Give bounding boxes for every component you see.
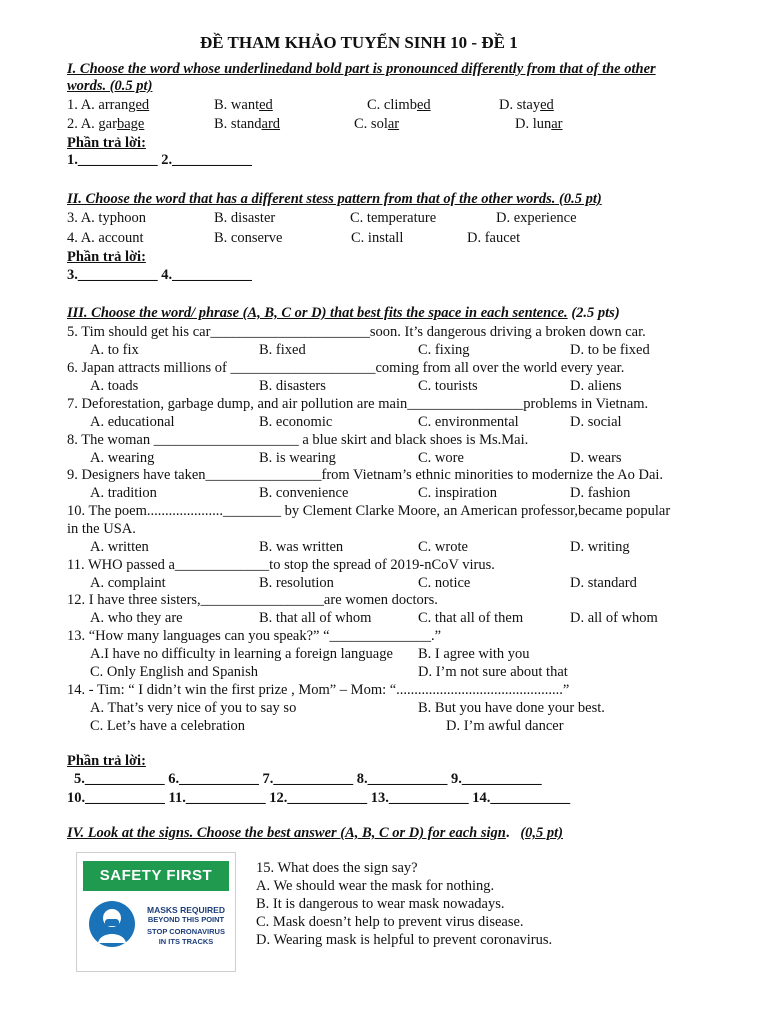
q11-option-c: C. notice xyxy=(418,575,471,591)
q6-option-c: C. tourists xyxy=(418,378,478,394)
q11-option-b: B. resolution xyxy=(259,575,334,591)
q15-option-b: B. It is dangerous to wear mask nowadays. xyxy=(256,896,505,912)
q10-option-a: A. written xyxy=(90,539,149,555)
section-1-heading: I. Choose the word whose underlinedand bold part is pronounced differently from that of the other xyxy=(67,61,656,77)
q15-option-d: D. Wearing mask is helpful to prevent coronavirus. xyxy=(256,932,553,948)
q12-option-c: C. that all of them xyxy=(418,610,524,626)
q2-option-d: D. lunar xyxy=(515,116,563,132)
section-1-heading-cont: words. (0.5 pt) xyxy=(67,78,153,94)
q6-option-b: B. disasters xyxy=(259,378,326,394)
q4-option-d: D. faucet xyxy=(467,230,521,246)
sign-line-2: BEYOND THIS POINT xyxy=(147,915,225,924)
q7-stem: 7. Deforestation, garbage dump, and air pollution are main________________problems in Vietnam. xyxy=(67,396,649,412)
q6-stem: 6. Japan attracts millions of ____________________coming from all over the world every year. xyxy=(67,360,625,376)
q15-stem: 15. What does the sign say? xyxy=(256,860,418,876)
q13-option-d: D. I’m not sure about that xyxy=(418,664,568,680)
q4-option-b: B. conserve xyxy=(214,230,283,246)
q9-option-c: C. inspiration xyxy=(418,485,497,501)
q15-option-c: C. Mask doesn’t help to prevent virus disease. xyxy=(256,914,524,930)
q10-stem-cont: in the USA. xyxy=(67,521,136,537)
answer-blanks-1: 1.___________ 2.___________ xyxy=(67,152,252,168)
q13-option-c: C. Only English and Spanish xyxy=(90,664,258,680)
q3-option-a: 3. A. typhoon xyxy=(67,210,146,226)
q13-stem: 13. “How many languages can you speak?” “______________.” xyxy=(67,628,442,644)
q1-option-c: C. climbed xyxy=(367,97,431,113)
q15-option-a: A. We should wear the mask for nothing. xyxy=(256,878,495,894)
q11-option-a: A. complaint xyxy=(90,575,166,591)
q11-option-d: D. standard xyxy=(570,575,637,591)
q1-option-a: 1. A. arranged xyxy=(67,97,150,113)
q10-option-c: C. wrote xyxy=(418,539,468,555)
q10-option-b: B. was written xyxy=(259,539,344,555)
q4-option-c: C. install xyxy=(351,230,404,246)
answer-blanks-2: 3.___________ 4.___________ xyxy=(67,267,252,283)
q7-option-b: B. economic xyxy=(259,414,333,430)
answer-blanks-3-row1: 5.___________ 6.___________ 7.___________ 8.___________ 9.___________ xyxy=(74,771,542,787)
q12-stem: 12. I have three sisters,_________________are women doctors. xyxy=(67,592,438,608)
sign-line-1: MASKS REQUIRED xyxy=(147,905,225,915)
answer-label-2: Phần trả lời: xyxy=(67,249,146,265)
q13-option-a: A.I have no difficulty in learning a foreign language xyxy=(90,646,393,662)
q5-option-b: B. fixed xyxy=(259,342,306,358)
q1-option-b: B. wanted xyxy=(214,97,273,113)
mask-icon xyxy=(89,901,135,947)
sign-line-4: IN ITS TRACKS xyxy=(158,937,214,946)
q8-stem: 8. The woman ____________________ a blue skirt and black shoes is Ms.Mai. xyxy=(67,432,529,448)
q3-option-d: D. experience xyxy=(496,210,577,226)
q2-option-b: B. standard xyxy=(214,116,281,132)
q4-option-a: 4. A. account xyxy=(67,230,144,246)
section-2-heading: II. Choose the word that has a different stess pattern from that of the other words. (0.5 pt) xyxy=(67,191,602,207)
q10-stem: 10. The poem.....................________ by Clement Clarke Moore, an American professor,became popular xyxy=(67,503,671,519)
q2-option-a: 2. A. garbage xyxy=(67,116,145,132)
q14-option-d: D. I’m awful dancer xyxy=(446,718,564,734)
q14-option-a: A. That’s very nice of you to say so xyxy=(90,700,297,716)
q3-option-c: C. temperature xyxy=(350,210,437,226)
q5-stem: 5. Tim should get his car______________________soon. It’s dangerous driving a broken down car. xyxy=(67,324,646,340)
sign-line-3: STOP CORONAVIRUS xyxy=(147,927,225,936)
q12-option-b: B. that all of whom xyxy=(259,610,372,626)
q9-option-a: A. tradition xyxy=(90,485,157,501)
q8-option-a: A. wearing xyxy=(90,450,155,466)
page-title: ĐỀ THAM KHẢO TUYỂN SINH 10 - ĐỀ 1 xyxy=(200,33,518,52)
q5-option-d: D. to be fixed xyxy=(570,342,650,358)
q7-option-a: A. educational xyxy=(90,414,175,430)
section-4-heading: IV. Look at the signs. Choose the best answer (A, B, C or D) for each sign. (0,5 pt) xyxy=(67,825,564,841)
q3-option-b: B. disaster xyxy=(214,210,276,226)
q12-option-a: A. who they are xyxy=(90,610,183,626)
q5-option-a: A. to fix xyxy=(90,342,139,358)
q14-option-c: C. Let’s have a celebration xyxy=(90,718,246,734)
answer-blanks-3-row2: 10.___________ 11.___________ 12.___________ 13.___________ 14.___________ xyxy=(67,790,571,806)
sign-title: SAFETY FIRST xyxy=(99,867,213,884)
answer-label-3: Phần trả lời: xyxy=(67,753,146,769)
q14-option-b: B. But you have done your best. xyxy=(418,700,605,716)
q9-option-b: B. convenience xyxy=(259,485,349,501)
q2-option-c: C. solar xyxy=(354,116,400,132)
q6-option-d: D. aliens xyxy=(570,378,622,394)
q1-option-d: D. stayed xyxy=(499,97,554,113)
safety-sign-image xyxy=(76,852,236,972)
q9-stem: 9. Designers have taken________________from Vietnam’s ethnic minorities to modernize the Ao Dai. xyxy=(67,467,664,483)
sign-green-band xyxy=(83,861,229,891)
q10-option-d: D. writing xyxy=(570,539,630,555)
section-3-heading: III. Choose the word/ phrase (A, B, C or D) that best fits the space in each sentence. (2.5 pts) xyxy=(67,305,620,321)
q11-stem: 11. WHO passed a_____________to stop the spread of 2019-nCoV virus. xyxy=(67,557,495,573)
q7-option-c: C. environmental xyxy=(418,414,519,430)
q9-option-d: D. fashion xyxy=(570,485,631,501)
answer-label-1: Phần trả lời: xyxy=(67,135,146,151)
q14-stem: 14. - Tim: “ I didn’t win the first prize , Mom” – Mom: “..............................................” xyxy=(67,682,570,698)
q8-option-b: B. is wearing xyxy=(259,450,336,466)
q13-option-b: B. I agree with you xyxy=(418,646,530,662)
q8-option-c: C. wore xyxy=(418,450,464,466)
q5-option-c: C. fixing xyxy=(418,342,470,358)
q12-option-d: D. all of whom xyxy=(570,610,658,626)
q6-option-a: A. toads xyxy=(90,378,139,394)
q7-option-d: D. social xyxy=(570,414,622,430)
q8-option-d: D. wears xyxy=(570,450,622,466)
